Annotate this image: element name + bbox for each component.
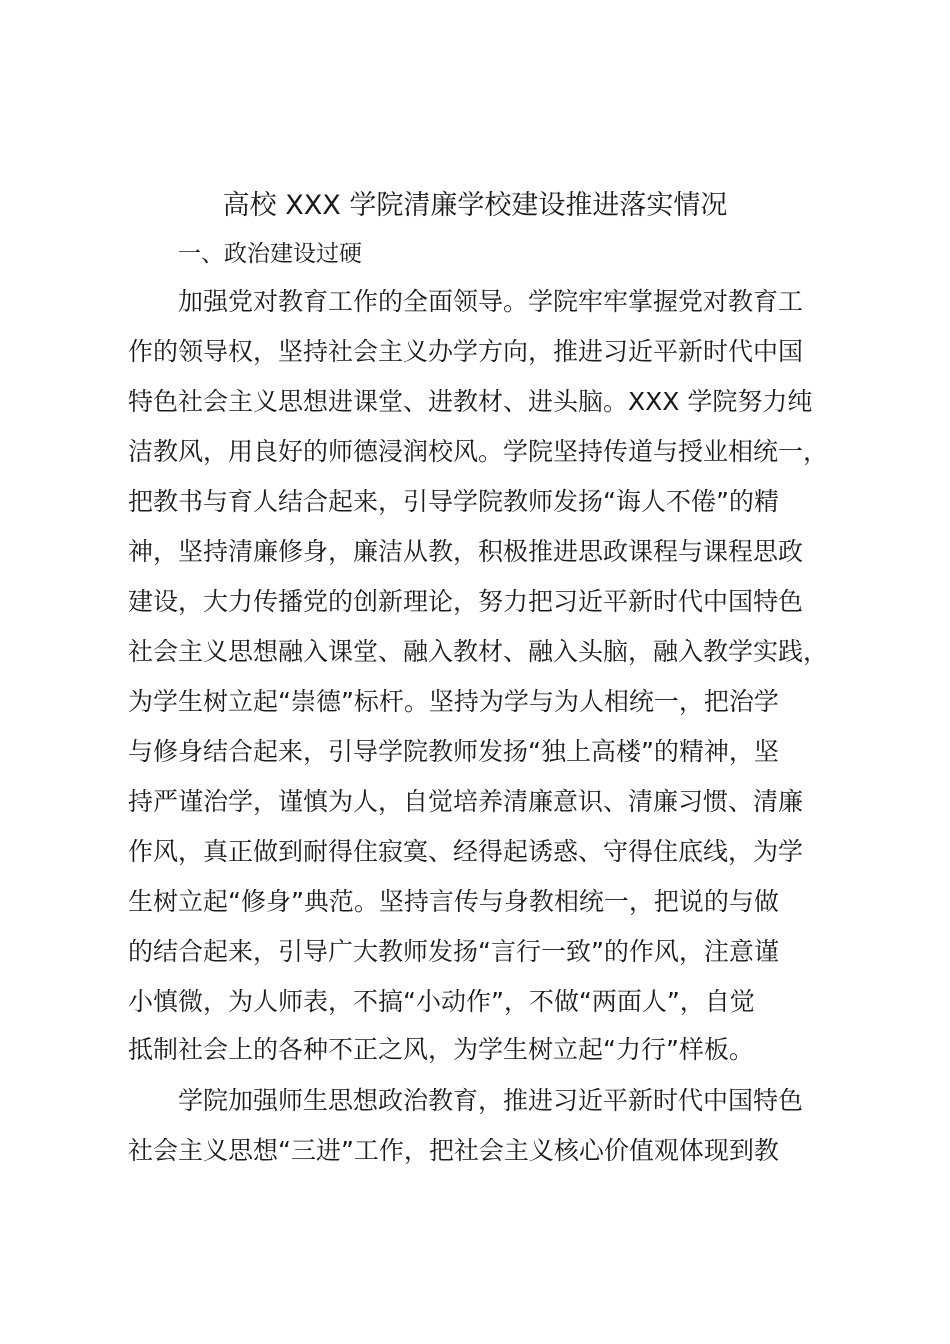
paragraph-line: 持严谨治学，谨慎为人，自觉培养清廉意识、清廉习惯、清廉: [128, 787, 804, 816]
paragraph-line: 与修身结合起来，引导学院教师发扬“独上高楼”的精神，坚: [128, 737, 779, 766]
paragraph-line: 加强党对教育工作的全面领导。学院牢牢掌握党对教育工: [178, 287, 804, 316]
paragraph-line: 为学生树立起“崇德”标杆。坚持为学与为人相统一，把治学: [128, 687, 779, 716]
paragraph-line: 社会主义思想融入课堂、融入教材、融入头脑，融入教学实践，: [128, 637, 829, 666]
paragraph-line: 建设，大力传播党的创新理论，努力把习近平新时代中国特色: [128, 587, 804, 616]
paragraph-line: 抵制社会上的各种不正之风，为学生树立起“力行”样板。: [128, 1035, 754, 1064]
paragraph-line: 学院加强师生思想政治教育，推进习近平新时代中国特色: [178, 1086, 804, 1115]
paragraph-line: 把教书与育人结合起来，引导学院教师发扬“诲人不倦”的精: [128, 487, 779, 516]
paragraph-line: 的结合起来，引导广大教师发扬“言行一致”的作风，注意谨: [128, 937, 779, 966]
paragraph-line: 特色社会主义思想进课堂、进教材、进头脑。XXX 学院努力纯: [128, 387, 813, 416]
document-title: 高校 XXX 学院清廉学校建设推进落实情况: [222, 190, 728, 221]
paragraph-line: 洁教风，用良好的师德浸润校风。学院坚持传道与授业相统一，: [128, 437, 829, 466]
paragraph-line: 作风，真正做到耐得住寂寞、经得起诱惑、守得住底线，为学: [128, 837, 804, 866]
paragraph-line: 社会主义思想“三进”工作，把社会主义核心价值观体现到教: [128, 1136, 779, 1165]
paragraph-line: 神，坚持清廉修身，廉洁从教，积极推进思政课程与课程思政: [128, 537, 804, 566]
paragraph-line: 小慎微，为人师表，不搞“小动作”，不做“两面人”，自觉: [128, 987, 755, 1016]
paragraph-line: 生树立起“修身”典范。坚持言传与身教相统一，把说的与做: [128, 887, 779, 916]
paragraph-line: 作的领导权，坚持社会主义办学方向，推进习近平新时代中国: [128, 337, 804, 366]
section-heading: 一、政治建设过硬: [178, 241, 362, 267]
